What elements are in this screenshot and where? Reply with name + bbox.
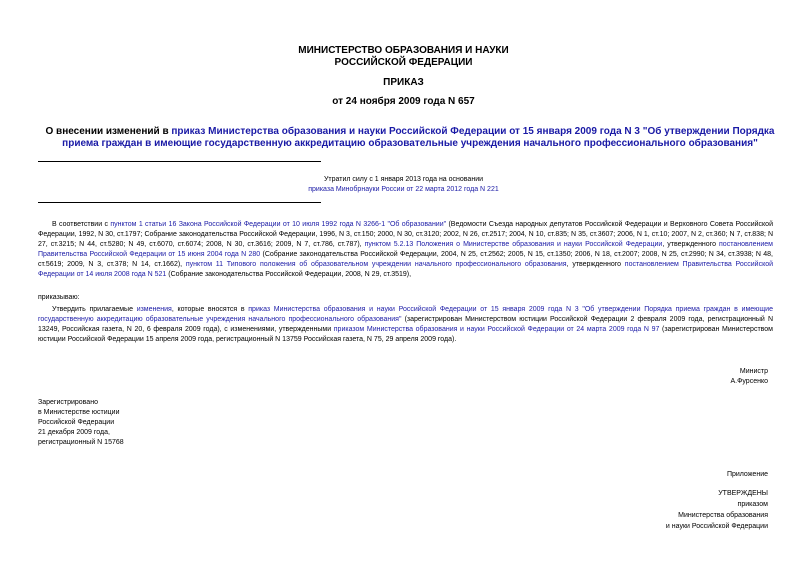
status-note-line: Утратил силу с 1 января 2013 года на основании <box>323 176 484 183</box>
preamble-link-resolution-521[interactable]: постановлением Правительства Российской Федерации от 14 июля 2008 года N 521 <box>38 261 774 278</box>
order-text-3: (зарегистрирован Министерством юстиции Российской Федерации 2 февраля 2009 года, регистрационный N 13249, Российская газета, N 20, 6 февраля 2009 года), с изменениями, утвержденными <box>38 316 774 333</box>
title-prefix: О внесении изменений в <box>45 126 172 137</box>
preamble-link-law[interactable]: пунктом 1 статьи 16 Закона Российской Федерации от 10 июля 1992 года N 3266-1 "Об образовании" <box>110 221 447 228</box>
preamble-text-5: , утвержденного <box>566 261 625 268</box>
doc-title <box>30 126 790 150</box>
order-text-1: Утвердить прилагаемые <box>52 306 137 313</box>
registration-line-3: Российской Федерации <box>38 419 115 426</box>
appendix-approved: УТВЕРЖДЕНЫ <box>718 490 768 497</box>
signature-position: Министр <box>739 368 768 375</box>
status-note-link[interactable]: приказа Минобрнауки России от 22 марта 2012 года N 221 <box>308 186 499 193</box>
order-word: приказываю: <box>38 294 80 301</box>
signature-name: А.Фурсенко <box>730 378 768 385</box>
order-body-paragraph <box>38 305 773 345</box>
registration-line-2: в Министерстве юстиции <box>38 409 120 416</box>
order-link-order-3[interactable]: приказ Министерства образования и науки Российской Федерации от 15 января 2009 года N 3 "Об утверждении Порядка приема граждан в имеющие государственную аккредитацию образовательные учреждения начального профессионального образования" <box>38 306 773 323</box>
title-order-link[interactable]: приказ Министерства образования и науки Российской Федерации от 15 января 2009 года N 3 "Об утверждении Порядка приема граждан в имеющие государственную аккредитацию образовательные учреждения начального профессионального образования" <box>62 126 775 149</box>
preamble-text-4: (Собрание законодательства Российской Федерации, 2004, N 25, ст.2562; 2005, N 15, ст.1350; 2006, N 18, ст.2007; 2008, N 25, ст.2990; N 34, ст.3938; N 48, ст.5619; 2009, N 3, ст.378; N 14, ст.1662), <box>38 251 773 268</box>
divider-top <box>38 161 321 162</box>
preamble-text-1: В соответствии с <box>52 221 111 228</box>
status-note-link-wrap <box>0 185 807 194</box>
registration-line-1: Зарегистрировано <box>38 399 98 406</box>
appendix-label: Приложение <box>726 471 768 478</box>
ministry-line-1: МИНИСТЕРСТВО ОБРАЗОВАНИЯ И НАУКИ <box>298 45 509 56</box>
preamble-link-regulation[interactable]: пунктом 5.2.13 Положения о Министерстве образования и науки Российской Федерации <box>364 241 663 248</box>
order-link-order-97[interactable]: приказом Министерства образования и науки Российской Федерации от 24 марта 2009 года N 97 <box>333 326 660 333</box>
preamble-paragraph <box>38 220 773 280</box>
registration-line-5: регистрационный N 15768 <box>38 439 124 446</box>
appendix-ministry-2: и науки Российской Федерации <box>665 523 768 530</box>
preamble-text-2: (Ведомости Съезда народных депутатов Российской Федерации и Верховного Совета Российской Федерации, 1992, N 30, ст.1797; Собрание законодательства Российской Федерации, 1996, N 3, ст.150; 2000, N 30, ст.3120; 2002, N 26, ст.2517; 2004, N 10, ст.835; N 35, ст.3607; 2006, N 1, ст.10; 2007, N 2, ст.360; N 7, ст.838; N 27, ст.3215; N 44, ст.5280; N 49, ст.6070, ст.6074; 2008, N 30, ст.3616; 2009, N 7, ст.786, ст.787), <box>38 221 773 248</box>
divider-bottom <box>38 202 321 203</box>
registration-line-4: 21 декабря 2009 года, <box>38 429 110 436</box>
doc-date-number: от 24 ноября 2009 года N 657 <box>332 96 475 107</box>
order-link-changes[interactable]: изменения <box>136 306 172 313</box>
order-text-2: , которые вносятся в <box>171 306 249 313</box>
order-text-4: (зарегистрирован Министерством юстиции Российской Федерации 15 апреля 2009 года, регистрационный N 13759 Российская газета, N 75, 29 апреля 2009 года). <box>38 326 773 343</box>
preamble-link-resolution-280[interactable]: постановлением Правительства Российской Федерации от 15 июня 2004 года N 280 <box>38 241 773 258</box>
appendix-ministry: Министерства образования <box>678 512 768 519</box>
preamble-text-6: (Собрание законодательства Российской Федерации, 2008, N 29, ст.3519), <box>166 271 412 278</box>
preamble-text-3: , утвержденного <box>662 241 720 248</box>
doc-type: ПРИКАЗ <box>383 77 424 88</box>
ministry-line-2: РОССИЙСКОЙ ФЕДЕРАЦИИ <box>334 57 473 68</box>
appendix-by-order: приказом <box>737 501 768 508</box>
preamble-link-typical-regulation[interactable]: пунктом 11 Типового положения об образовательном учреждении начального профессионального образования <box>185 261 567 268</box>
